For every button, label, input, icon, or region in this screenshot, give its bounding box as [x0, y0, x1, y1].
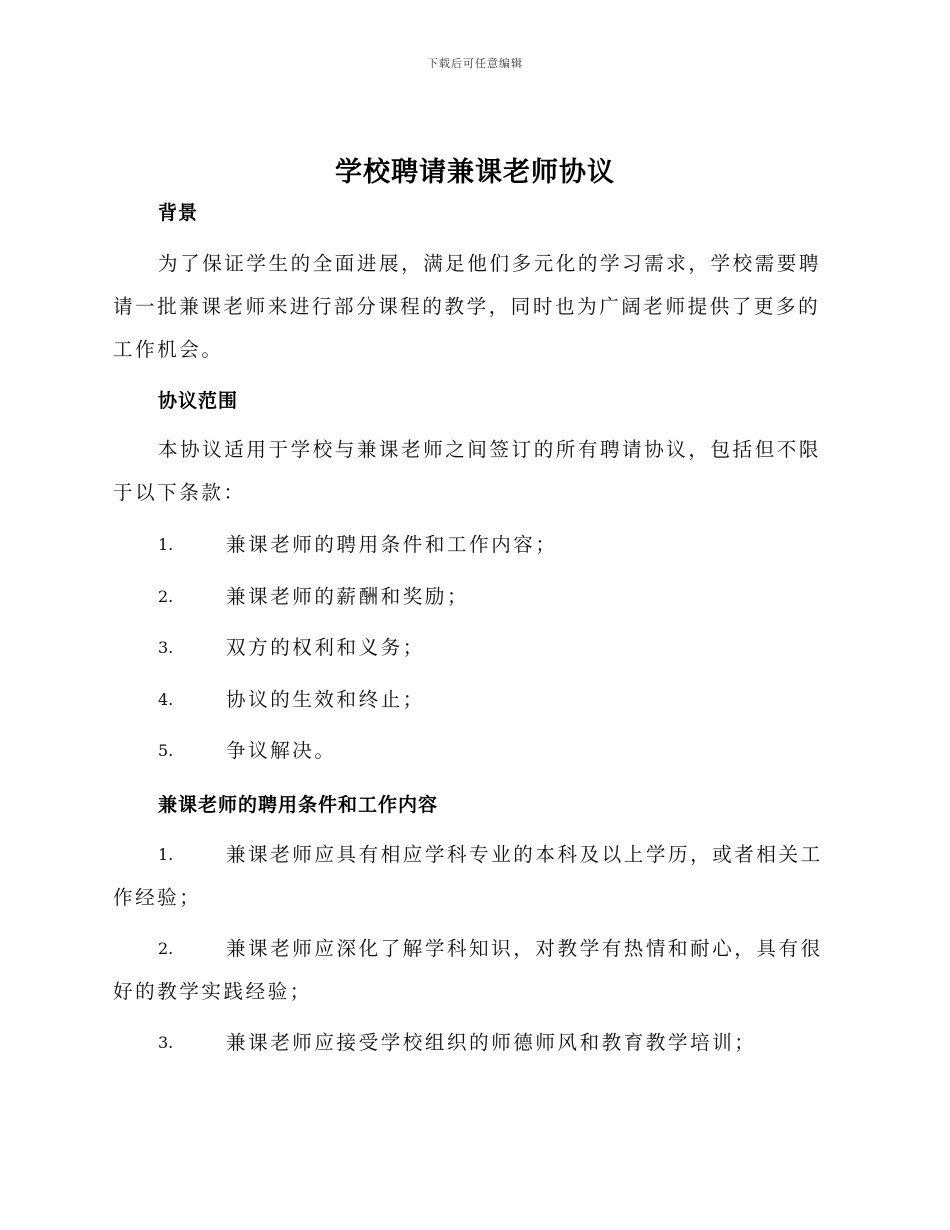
document-title: 学校聘请兼课老师协议: [335, 157, 615, 188]
list-item-text: 兼课老师的薪酬和奖励；: [226, 585, 470, 608]
list-item: [113, 523, 833, 566]
list-item-number: 4.: [158, 690, 174, 709]
list-item: [113, 678, 833, 721]
list-item-number: 3.: [158, 638, 174, 657]
list-item-number: 1.: [158, 535, 174, 554]
list-item: [113, 1021, 833, 1064]
list-item-text: 双方的权利和义务；: [226, 636, 425, 659]
list-item: [113, 729, 833, 772]
list-item-text: 协议的生效和终止；: [226, 688, 425, 711]
list-item-number: 5.: [158, 741, 174, 760]
list-item-text: 争议解决。: [226, 739, 337, 762]
background-paragraph: 为了保证学生的全面进展，满足他们多元化的学习需求，学校需要聘请一批兼课老师来进行部分课程的教学，同时也为广阔老师提供了更多的工作机会。: [113, 252, 822, 361]
list-item-number: 2.: [158, 587, 174, 606]
list-item: [113, 927, 833, 1013]
scope-paragraph: 本协议适用于学校与兼课老师之间签订的所有聘请协议，包括但不限于以下条款：: [113, 438, 822, 504]
section-heading-background: 背景: [158, 202, 199, 224]
list-item-text: 兼课老师的聘用条件和工作内容；: [226, 533, 558, 556]
list-item-number: 3.: [158, 1033, 174, 1052]
list-item: [113, 626, 833, 669]
section-heading-conditions: 兼课老师的聘用条件和工作内容: [158, 794, 439, 816]
list-item-number: 1.: [158, 845, 174, 864]
list-item: [113, 833, 833, 919]
list-item: [113, 575, 833, 618]
list-item-text: 兼课老师应接受学校组织的师德师风和教育教学培训；: [226, 1031, 757, 1054]
list-item-number: 2.: [158, 939, 174, 958]
section-heading-scope: 协议范围: [158, 390, 239, 412]
list-item-text: 兼课老师应具有相应学科专业的本科及以上学历，或者相关工作经验；: [113, 843, 823, 909]
header-note: 下载后可任意编辑: [427, 57, 523, 70]
list-item-text: 兼课老师应深化了解学科知识，对教学有热情和耐心，具有很好的教学实践经验；: [113, 937, 823, 1003]
